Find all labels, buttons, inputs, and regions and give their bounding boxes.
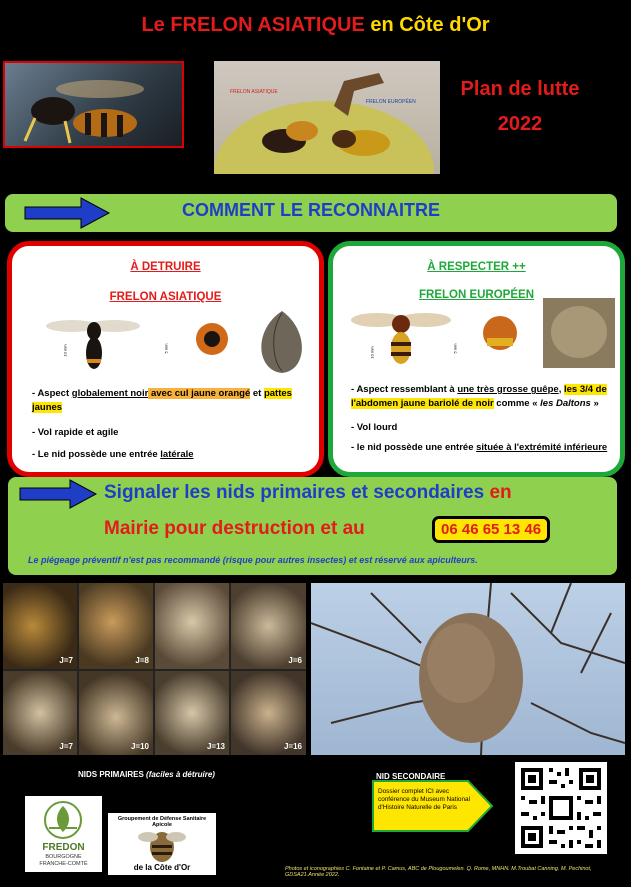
b3-a: - Le nid possède une entrée (32, 449, 161, 460)
rb1-a: - Aspect ressemblant à (351, 384, 458, 395)
rb1-e: comme « (493, 398, 541, 409)
asian-hornet-card (7, 241, 324, 477)
plan-heading (450, 72, 590, 142)
rb1-f: les Daltons (540, 398, 591, 409)
b1-a: - Aspect (32, 388, 72, 399)
report-line1 (104, 482, 512, 504)
fredon-leaf-icon (25, 798, 102, 842)
asian-hornet-subheading: FRELON ASIATIQUE (109, 291, 222, 303)
page-title (0, 14, 631, 37)
grid-photo-5 (3, 671, 77, 755)
grid-photo-8 (231, 671, 306, 755)
grid-label-6: J=13 (206, 742, 225, 751)
rb1-c: , (558, 384, 564, 395)
b1-e: pattes jaunes (32, 388, 292, 413)
report-line2: Mairie pour destruction et au (104, 518, 365, 539)
european-hornet-card (328, 241, 625, 477)
respect-heading: À RESPECTER ++ (427, 261, 526, 273)
gdsa-logo (108, 813, 216, 875)
european-hornet-label: FRELON EUROPÉEN (366, 99, 416, 105)
grid-photo-1 (3, 583, 77, 669)
grid-photo-6 (79, 671, 153, 755)
european-hornet-specimens-icon (345, 298, 615, 373)
secondary-nest-caption: NID SECONDAIRE (376, 772, 446, 781)
destroy-heading: À DETRUIRE (130, 261, 201, 273)
b1-c: avec cul jaune orangé (148, 388, 251, 399)
asian-bullet-aspect (32, 387, 302, 415)
gdsa-bottom-text: de la Côte d'Or (133, 863, 191, 872)
trapping-note: Le piégeage préventif n'est pas recommandé (risque pour autres insectes) et est réservé aux apiculteurs. (28, 555, 478, 565)
primary-nests-caption (78, 770, 215, 779)
photo-credits: Photos et iconographies C. Fontaine et P. Camus, ABC de Plougoumelen. Q. Rome, MNHN. M.Troubat Canning. M. Pechinot, GDSA21.Année 2022. (285, 866, 592, 878)
grid-photo-2 (79, 583, 153, 669)
fredon-region2: FRANCHE-COMTÉ (39, 861, 88, 867)
report-line1-en: en (489, 482, 512, 503)
secondary-nest-photo (311, 583, 625, 755)
b3-b: latérale (160, 449, 194, 460)
european-bullet-aspect (351, 383, 616, 411)
full-dossier-callout[interactable] (372, 780, 494, 832)
grid-label-2: J=8 (135, 656, 149, 665)
callout-text: Dossier complet ICI avec conférence du Museum National d'Histoire Naturelle de Paris (378, 788, 471, 812)
grid-label-5: J=10 (130, 742, 149, 751)
rb1-g: » (590, 398, 599, 409)
grid-label-1: J=7 (59, 656, 73, 665)
grid-photo-4 (231, 583, 306, 669)
primary-nests-grid (3, 583, 306, 755)
asian-hornet-photo (3, 61, 184, 148)
rb1-d: les 3/4 de l'abdomen jaune bariolé de noir (351, 384, 607, 409)
recognize-banner (5, 194, 617, 232)
scale-5mm-right: 5 mm (452, 343, 458, 354)
b1-d: et (250, 388, 264, 399)
two-hornets-photo (214, 61, 440, 174)
report-line1-main: Signaler les nids primaires et secondaires (104, 482, 485, 503)
qr-code[interactable] (515, 762, 607, 854)
fredon-region1: BOURGOGNE (45, 854, 82, 860)
grid-photo-3 (155, 583, 229, 669)
asian-hornet-icon (5, 63, 182, 146)
title-part2: en Côte d'Or (370, 14, 490, 36)
qr-code-icon (515, 762, 607, 854)
european-bullet-flight: - Vol lourd (351, 422, 398, 433)
asian-bullet-flight: - Vol rapide et agile (32, 427, 119, 438)
hornets-on-fruit-icon (214, 61, 440, 174)
fredon-logo (25, 796, 102, 872)
european-bullet-nest (351, 441, 607, 455)
plan-year: 2022 (497, 113, 543, 135)
european-hornet-subheading: FRELON EUROPÉEN (418, 289, 534, 301)
phone-number[interactable]: 06 46 65 13 46 (432, 516, 550, 543)
grid-label-3: J=6 (288, 656, 302, 665)
grid-label-7: J=16 (283, 742, 302, 751)
blue-arrow-icon-2 (18, 479, 98, 509)
banner-label: COMMENT LE RECONNAITRE (182, 200, 440, 220)
asian-bullet-nest (32, 448, 194, 462)
plan-line1: Plan de lutte (460, 78, 580, 100)
rb1-b: une très grosse guêpe (457, 384, 559, 395)
b1-b: globalement noir (71, 388, 149, 399)
asian-hornet-specimens-icon (42, 301, 312, 376)
rb3-a: - le nid possède une entrée (351, 442, 477, 453)
scale-5mm-left: 5 mm (163, 343, 169, 354)
report-box (8, 477, 617, 575)
tree-nest-icon (311, 583, 625, 755)
title-part1: Le FRELON ASIATIQUE (141, 14, 365, 36)
scale-10mm-right: 10 mm (369, 346, 375, 359)
primary-caption-b: (faciles à détruire) (146, 770, 215, 779)
grid-photo-7 (155, 671, 229, 755)
asian-hornet-label: FRELON ASIATIQUE (230, 89, 278, 95)
scale-10mm-left: 10 mm (62, 344, 68, 357)
gdsa-arc-text: Groupement de Défense Sanitaire Apicole (117, 816, 207, 828)
fredon-name: FREDON (42, 842, 85, 853)
grid-label-4: J=7 (59, 742, 73, 751)
primary-caption-a: NIDS PRIMAIRES (78, 770, 144, 779)
rb3-b: située à l'extrémité inférieure (476, 442, 608, 453)
